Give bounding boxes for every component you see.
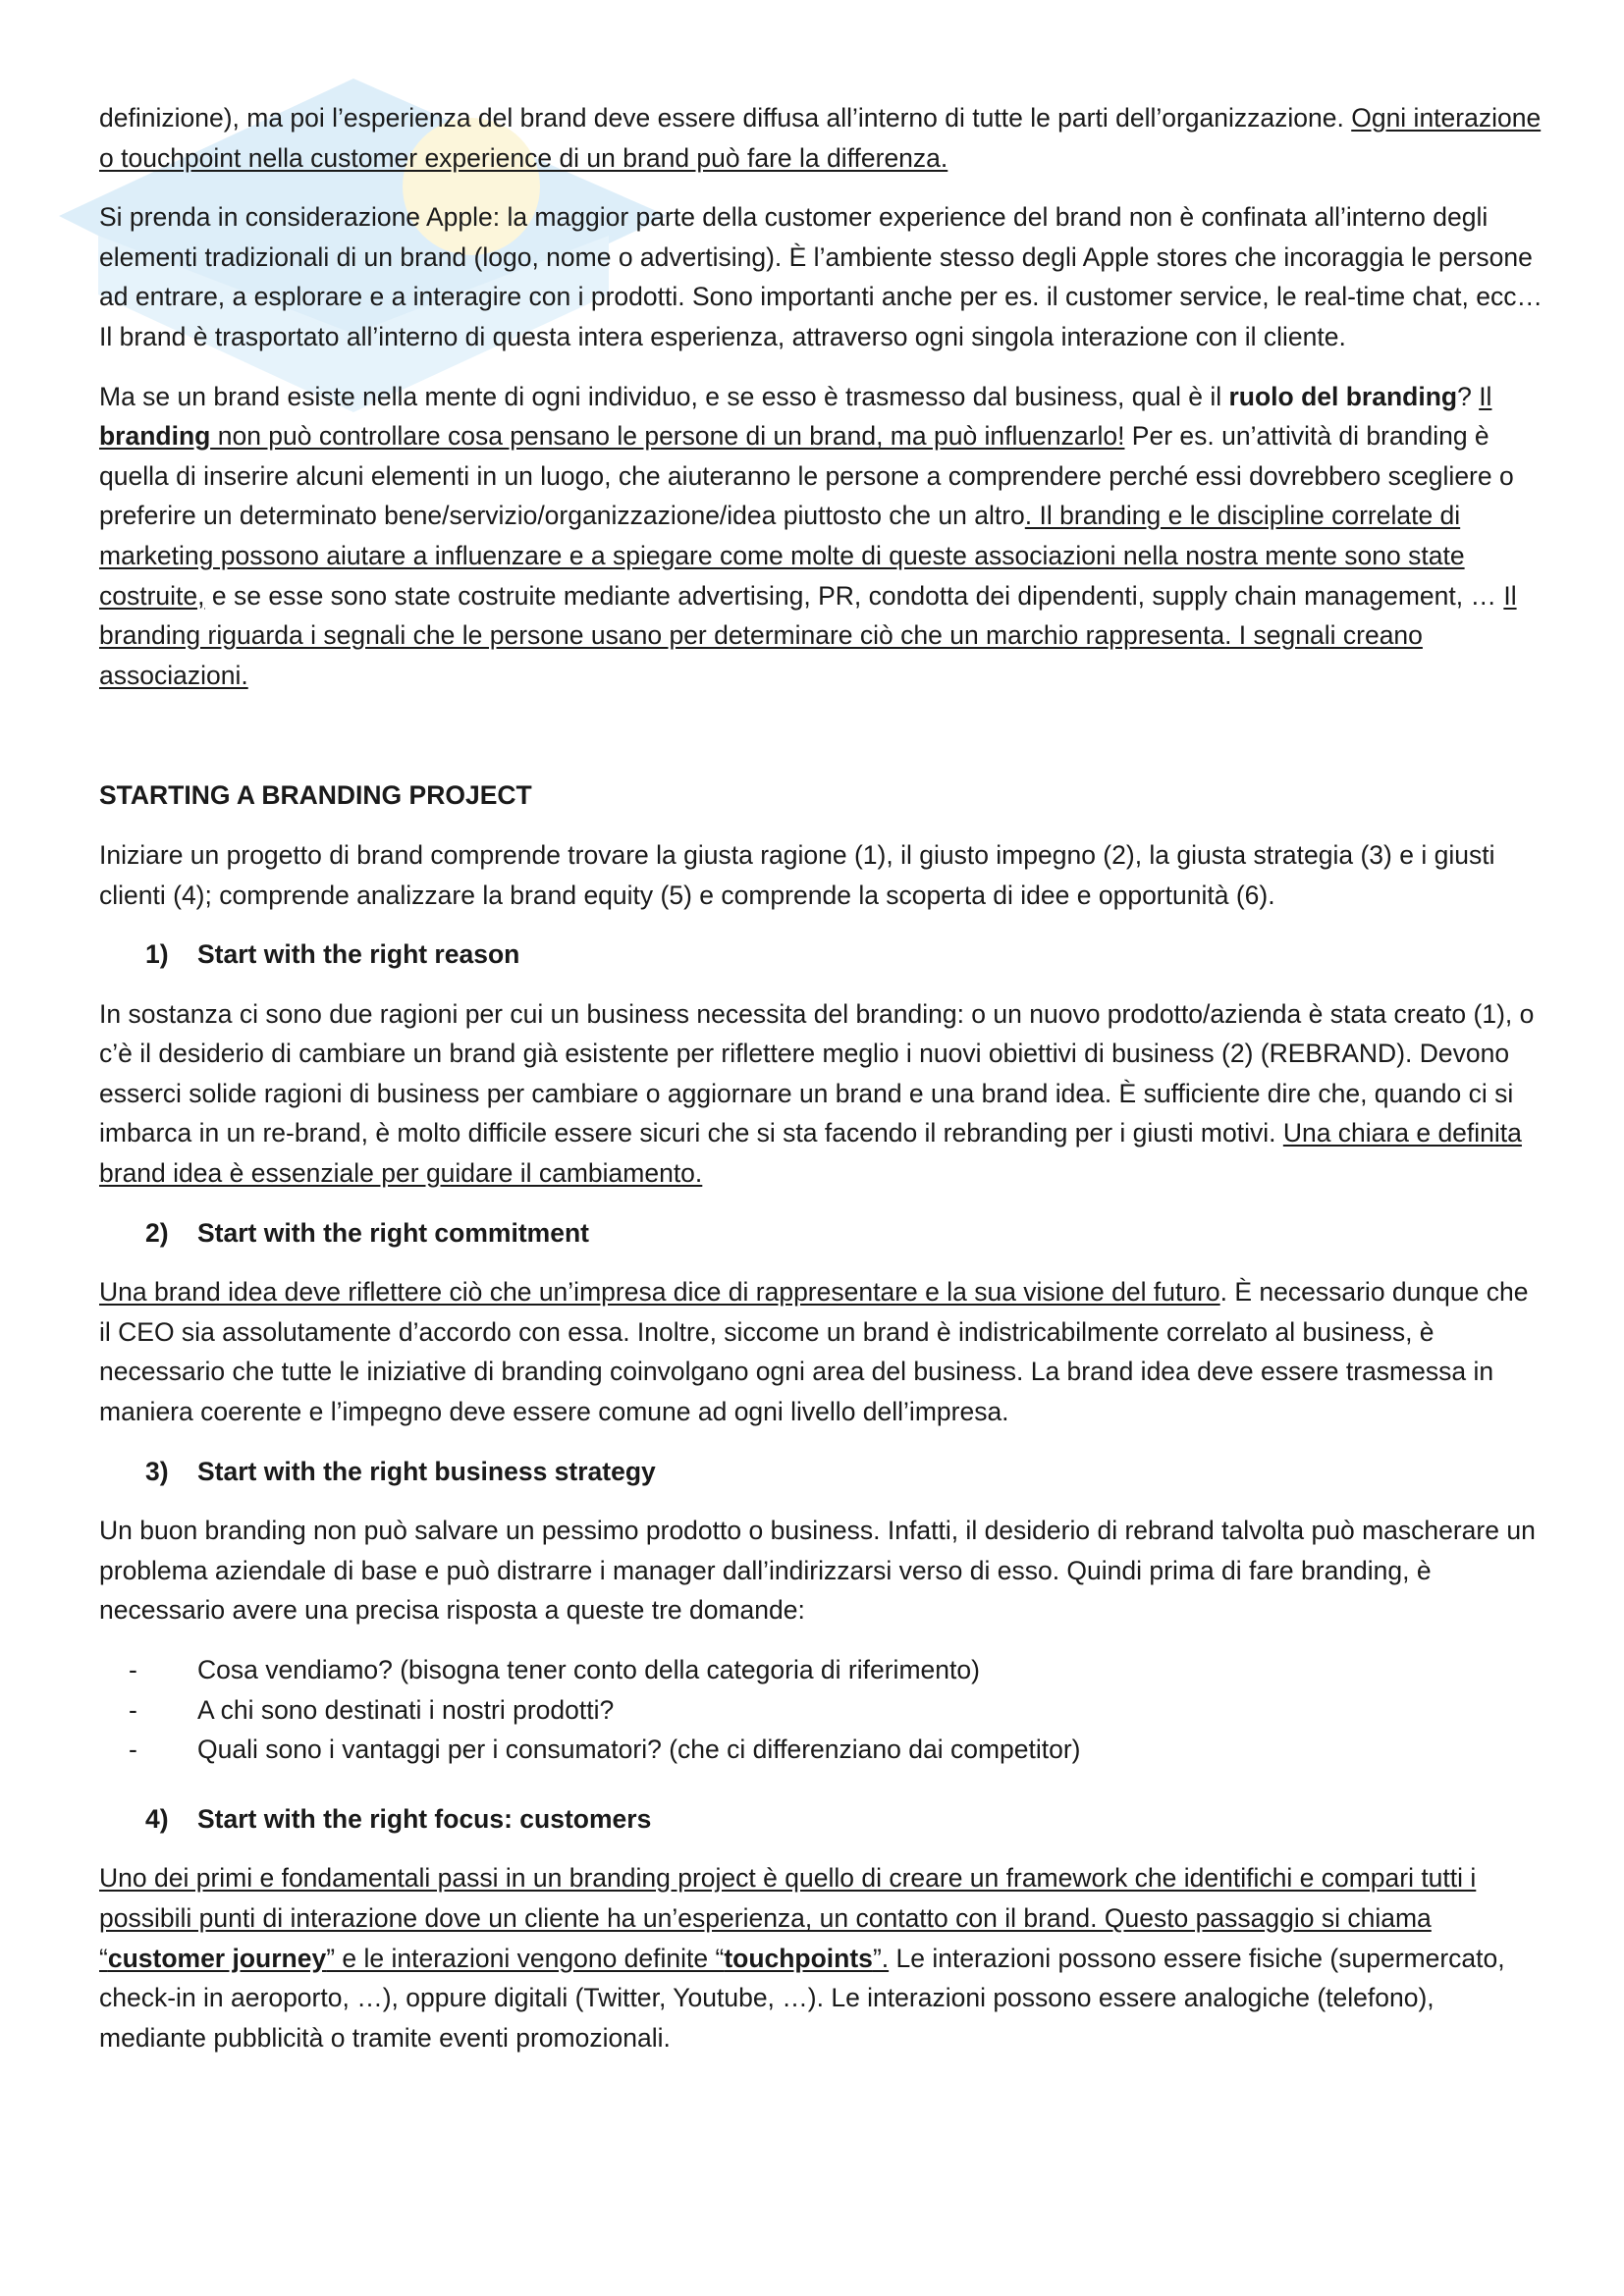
- subheading-3: [99, 1452, 1543, 1492]
- underlined-text: Una chiara e definita brand idea è essenziale per guidare il cambiamento.: [99, 1118, 1522, 1189]
- bullet-mark: -: [129, 1655, 137, 1684]
- text-span: ”.: [872, 1943, 890, 1973]
- bullet-mark: -: [129, 1735, 137, 1765]
- underlined-text: Ogni interazione o touchpoint nella customer experience di un brand può fare la differenza.: [99, 103, 1542, 173]
- subheading-4: [99, 1799, 1543, 1840]
- list-item-text: Cosa vendiamo? (bisogna tener conto della categoria di riferimento): [197, 1655, 980, 1684]
- list-item: [99, 1650, 1543, 1690]
- text-span: e se esse sono state costruite mediante advertising, PR, condotta dei dipendenti, supply chain management, …: [204, 580, 1504, 611]
- subheading-title: Start with the right business strategy: [197, 1456, 656, 1486]
- list-item-text: Quali sono i vantaggi per i consumatori? (che ci differenziano dai competitor): [197, 1735, 1081, 1765]
- paragraph-business-strategy: Un buon branding non può salvare un pessimo prodotto o business. Infatti, il desiderio di rebrand talvolta può mascherare un problema aziendale di base e può distrarre i manager dall’indirizzarsi verso di esso. Quindi prima di fare branding, è necessario avere una precisa risposta a queste tre domande:: [99, 1516, 1536, 1626]
- section-heading: STARTING A BRANDING PROJECT: [99, 780, 532, 811]
- list-item: [99, 1690, 1543, 1731]
- section-intro: Iniziare un progetto di brand comprende trovare la giusta ragione (1), il giusto impegno (2), la giusta strategia (3) e i giusti clienti (4); comprende analizzare la brand equity (5) e comprende la scoperta di idee e opportunità (6).: [99, 839, 1495, 910]
- text-span: Uno dei primi e fondamentali passi in un branding project è quello di creare un framework che identifichi e compari tutti i possibili punti di interazione dove un cliente ha un’esperienza, un contatto con il brand. Questo passaggio si chiama “: [99, 1863, 1477, 1973]
- underlined-text: Il branding riguarda i segnali che le persone usano per determinare ciò che un marchio rappresenta. I segnali creano associazioni.: [99, 580, 1517, 690]
- subheading-title: Start with the right reason: [197, 939, 520, 970]
- paragraph-right-commitment: [99, 1272, 1543, 1431]
- paragraph-customers: [99, 1858, 1543, 2057]
- text-span: . È necessario dunque che il CEO sia assolutamente d’accordo con essa. Inoltre, siccome un brand è indistricabilmente correlato al business, è necessario che tutte le iniziative di branding coinvolgano ogni area del business. La brand idea deve essere trasmessa in maniera coerente e l’impegno deve essere comune ad ogni livello dell’impresa.: [99, 1277, 1529, 1427]
- underlined-text: . Il branding e le discipline correlate di marketing possono aiutare a influenzare e a spiegare come molte di queste associazioni nella nostra mente sono state costruite,: [99, 501, 1465, 611]
- bold-text: ruolo del branding: [1228, 381, 1458, 411]
- subheading-1: [99, 934, 1543, 975]
- subheading-number: 2): [145, 1217, 169, 1248]
- subheading-title: Start with the right focus: customers: [197, 1803, 652, 1834]
- text-span: Le interazioni possono essere fisiche (supermercato, check-in in aeroporto, …), oppure digitali (Twitter, Youtube, …). Le interazioni possono essere analogiche (telefono), mediante pubblicità o tramite eventi promozionali.: [99, 1943, 1505, 2053]
- questions-list: [99, 1650, 1543, 1770]
- bullet-mark: -: [129, 1694, 137, 1725]
- spacer: [99, 715, 1543, 775]
- paragraph-apple: Si prenda in considerazione Apple: la maggior parte della customer experience del brand non è confinata all’interno degli elementi tradizionali di un brand (logo, nome o advertising). È l’ambiente stesso degli Apple stores che incoraggia le persone ad entrare, a esplorare e a interagire con i prodotti. Sono importanti anche per es. il customer service, le real-time chat, ecc… Il brand è trasportato all’interno di questa intera esperienza, attraverso ogni singola interazione con il cliente.: [99, 202, 1543, 351]
- subheading-title: Start with the right commitment: [197, 1217, 589, 1248]
- paragraph-right-reason: [99, 994, 1543, 1194]
- subheading-number: 4): [145, 1803, 169, 1834]
- text-span: Il: [1479, 381, 1492, 411]
- paragraph-branding-role: [99, 377, 1543, 696]
- paragraph-intro-1: [99, 98, 1543, 178]
- subheading-number: 1): [145, 939, 169, 970]
- underlined-text: Una brand idea deve riflettere ciò che un’impresa dice di rappresentare e la sua visione del futuro: [99, 1277, 1220, 1308]
- text-span: non può controllare cosa pensano le persone di un brand, ma può influenzarlo!: [210, 421, 1125, 452]
- bold-text: touchpoints: [724, 1943, 873, 1973]
- bold-text: customer journey: [107, 1943, 327, 1973]
- subheading-number: 3): [145, 1456, 169, 1486]
- document-body: [99, 98, 1543, 2077]
- text-span: Ma se un brand esiste nella mente di ogni individuo, e se esso è trasmesso dal business, qual è il: [99, 381, 1229, 411]
- text-span: Per es. un’attività di branding è quella di inserire alcuni elementi in un luogo, che aiuteranno le persone a comprendere perché essi dovrebbero scegliere o preferire un determinato bene/servizio/organizzazione/idea piuttosto che un altro: [99, 421, 1514, 531]
- text-span: In sostanza ci sono due ragioni per cui un business necessita del branding: o un nuovo prodotto/azienda è stata creato (1), o c’è il desiderio di cambiare un brand già esistente per riflettere meglio i nuovi obiettivi di business (2) (REBRAND). Devono esserci solide ragioni di business per cambiare o aggiornare un brand e una brand idea. È sufficiente dire che, quando ci si imbarca in un re-brand, è molto difficile essere sicuri che si sta facendo il rebranding per i giusti motivi.: [99, 998, 1535, 1148]
- text-span: ” e le interazioni vengono definite “: [326, 1943, 725, 1973]
- bold-text: branding: [99, 421, 211, 452]
- list-item-text: A chi sono destinati i nostri prodotti?: [197, 1694, 615, 1725]
- text-span: ?: [1457, 381, 1480, 411]
- list-item: [99, 1730, 1543, 1770]
- text-span: definizione), ma poi l’esperienza del brand deve essere diffusa all’interno di tutte le parti dell’organizzazione.: [99, 103, 1352, 133]
- subheading-2: [99, 1213, 1543, 1254]
